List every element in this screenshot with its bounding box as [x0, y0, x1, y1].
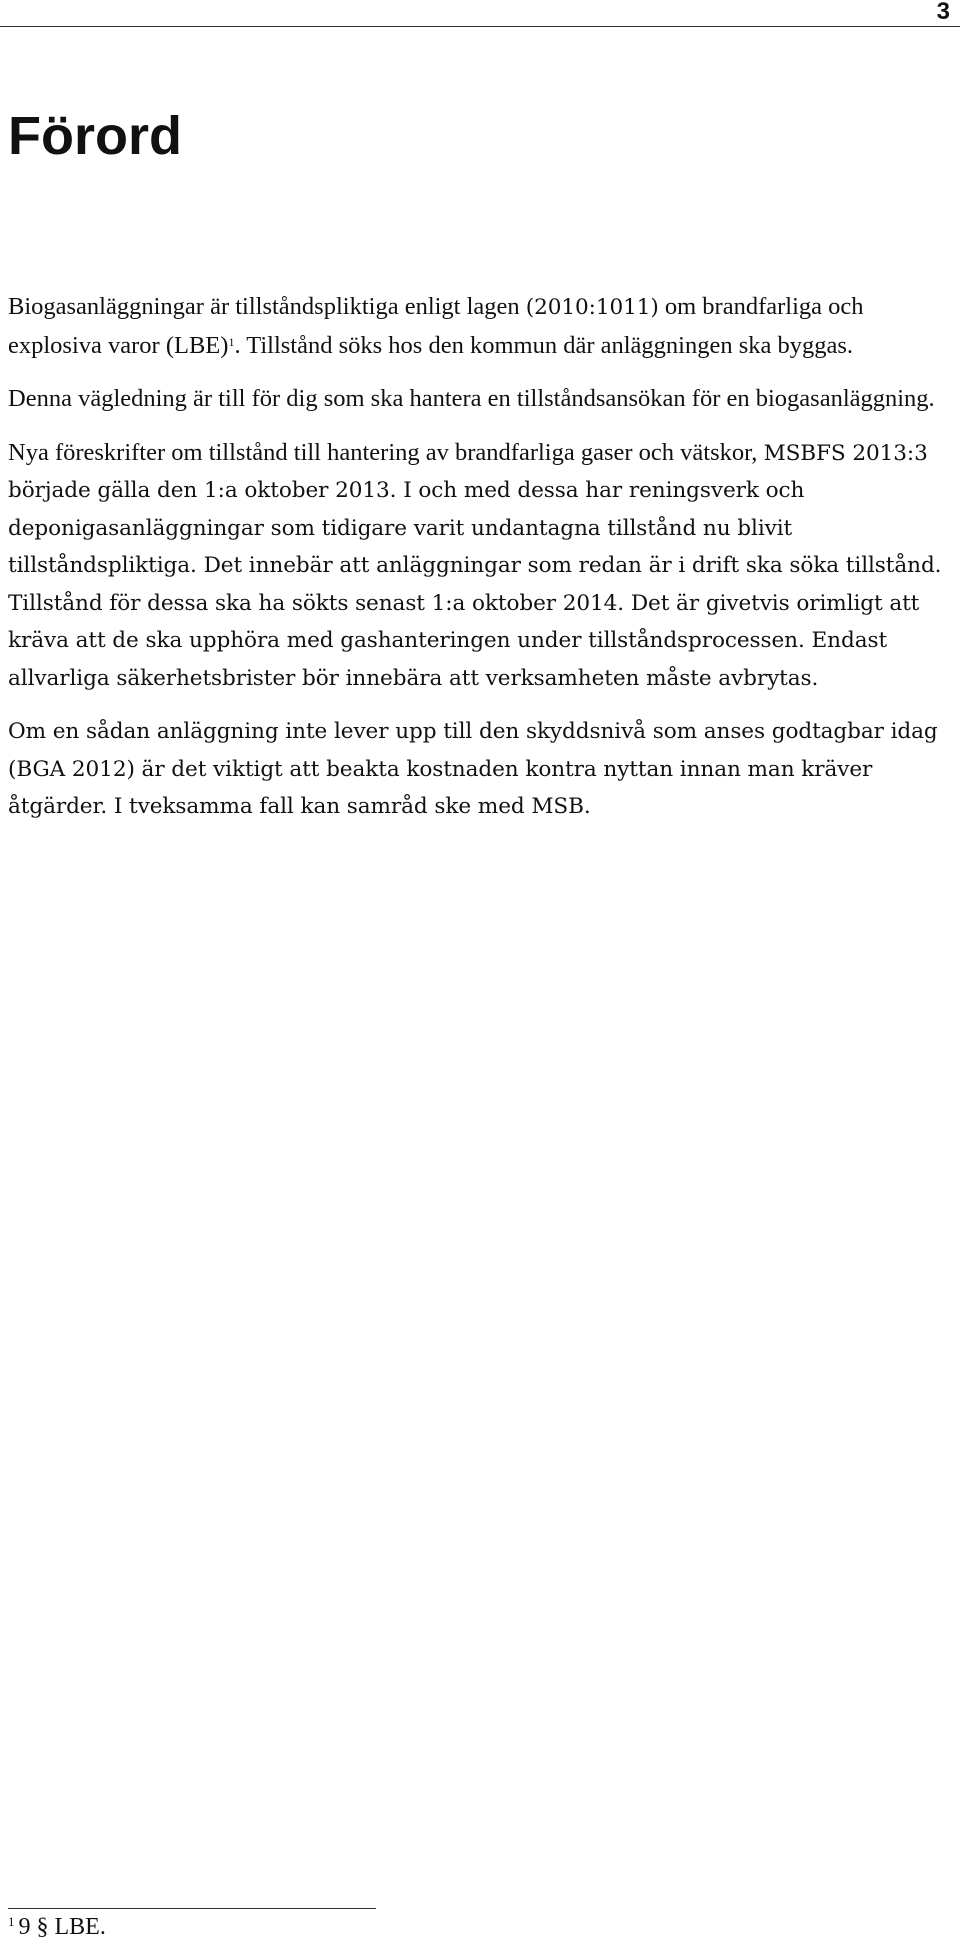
paragraph-1-part-1: Biogasanläggningar är tillståndspliktiga enligt lagen: [8, 293, 526, 320]
footnote-reference: 1: [228, 334, 235, 349]
paragraph-4: Om en sådan anläggning inte lever upp till den skyddsnivå som anses godtagbar idag (BGA 2012) är det viktigt att beakta kostnaden kontra nyttan innan man kräver åtgärder. I tveksamma fall kan samråd ske med MSB.: [8, 719, 938, 819]
footnote-number: 1: [8, 1914, 15, 1929]
paragraph-3-part-1: Nya föreskrifter om tillstånd till hantering av brandfarliga gaser och vätskor,: [8, 438, 764, 466]
page-title: Förord: [8, 106, 182, 166]
paragraph-1: [8, 288, 958, 364]
paragraph-1-part-4: . Tillstånd söks hos den kommun där anläggningen ska byggas.: [234, 331, 854, 359]
paragraph-2: Denna vägledning är till för dig som ska hantera en tillståndsansökan för en biogasanläggning.: [8, 385, 935, 412]
footnote-text: 9 § LBE.: [18, 1914, 106, 1940]
page-number: 3: [936, 0, 950, 25]
paragraph-1-part-2: (2010:1011): [525, 295, 659, 320]
paragraph-3: [8, 434, 958, 698]
paragraph-3-part-2: MSBFS 2013:3 började gälla den 1:a oktober 2013. I och med dessa har reningsverk och deponigasanläggningar som tidigare varit undantagna tillstånd nu blivit tillståndspliktiga. Det innebär att anläggningar som redan är i drift ska söka tillstånd. Tillstånd för dessa ska ha sökts senast 1:a oktober 2014. Det är givetvis orimligt att kräva att de ska upphöra med gashanteringen under tillståndsprocessen. Endast allvarliga säkerhetsbrister bör innebära att verksamheten måste avbrytas.: [8, 440, 942, 691]
header-rule: [0, 26, 960, 27]
footnote: [8, 1912, 106, 1942]
body-text: [8, 288, 958, 842]
paragraph-1-part-3: om brandfarliga och explosiva varor (LBE): [8, 293, 864, 359]
footnote-rule: [8, 1908, 376, 1909]
